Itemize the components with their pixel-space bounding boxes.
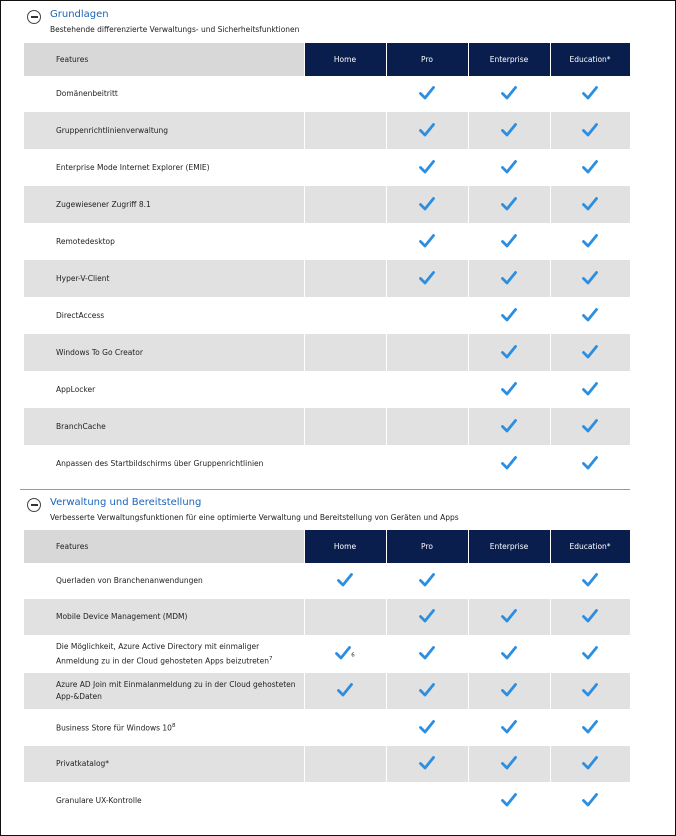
table-row — [24, 746, 630, 782]
table-body — [24, 76, 630, 482]
table-row — [24, 371, 630, 408]
check-icon — [335, 646, 351, 660]
cell-education — [550, 599, 630, 635]
cell-pro — [386, 371, 468, 408]
cell-home — [304, 371, 386, 408]
check-icon — [501, 197, 517, 211]
feature-label — [24, 408, 304, 445]
cell-pro — [386, 112, 468, 149]
cell-home — [304, 445, 386, 482]
cell-education — [550, 186, 630, 223]
table-header-row — [24, 43, 630, 76]
check-icon — [501, 646, 517, 660]
feature-text: Querladen von Branchenanwendungen — [56, 576, 203, 585]
feature-text: Enterprise Mode Internet Explorer (EMIE) — [56, 162, 210, 172]
table-body — [24, 563, 630, 820]
feature-label — [24, 112, 304, 149]
cell-enterprise — [468, 563, 550, 599]
table-header-row — [24, 530, 630, 563]
cell-pro — [386, 149, 468, 186]
column-header-education: Education* — [550, 530, 630, 563]
check-icon — [419, 234, 435, 248]
cell-enterprise — [468, 445, 550, 482]
table-row — [24, 408, 630, 445]
table-row — [24, 260, 630, 297]
cell-home — [304, 297, 386, 334]
cell-enterprise — [468, 408, 550, 445]
check-icon — [419, 271, 435, 285]
cell-pro — [386, 709, 468, 746]
table-row — [24, 445, 630, 482]
check-icon — [419, 646, 435, 660]
cell-pro — [386, 635, 468, 673]
check-icon — [419, 720, 435, 734]
cell-pro — [386, 334, 468, 371]
check-icon — [419, 683, 435, 697]
check-icon — [337, 573, 353, 587]
column-header-features: Features — [24, 43, 304, 76]
feature-label — [24, 709, 304, 746]
cell-home — [304, 635, 386, 673]
section-title: Verwaltung und Bereitstellung — [50, 497, 202, 508]
cell-education — [550, 782, 630, 820]
feature-label — [24, 297, 304, 334]
cell-education — [550, 635, 630, 673]
check-icon — [501, 160, 517, 174]
cell-enterprise — [468, 260, 550, 297]
cell-home — [304, 112, 386, 149]
cell-pro — [386, 782, 468, 820]
cell-home — [304, 563, 386, 599]
check-icon — [337, 683, 353, 697]
cell-home — [304, 709, 386, 746]
check-icon — [582, 456, 598, 470]
cell-enterprise — [468, 635, 550, 673]
cell-pro — [386, 76, 468, 112]
feature-text: Gruppenrichtlinienverwaltung — [56, 125, 169, 135]
column-header-enterprise: Enterprise — [468, 530, 550, 563]
feature-text: Granulare UX-Kontrolle — [56, 796, 142, 805]
feature-label — [24, 76, 304, 112]
table-row — [24, 709, 630, 746]
check-icon — [582, 609, 598, 623]
table-row — [24, 673, 630, 709]
cell-education — [550, 746, 630, 782]
cell-enterprise — [468, 782, 550, 820]
feature-label — [24, 223, 304, 260]
table-row — [24, 297, 630, 334]
check-icon — [582, 86, 598, 100]
feature-table — [24, 530, 631, 820]
cell-pro — [386, 297, 468, 334]
section-subtitle: Bestehende differenzierte Verwaltungs- und Sicherheitsfunktionen — [50, 25, 300, 34]
section-subtitle: Verbesserte Verwaltungsfunktionen für eine optimierte Verwaltung und Bereitstellung von Geräten und Apps — [50, 513, 459, 522]
section-title: Grundlagen — [50, 9, 109, 20]
column-header-home: Home — [304, 43, 386, 76]
cell-home — [304, 673, 386, 709]
cell-home — [304, 149, 386, 186]
check-icon — [582, 234, 598, 248]
cell-enterprise — [468, 112, 550, 149]
cell-pro — [386, 223, 468, 260]
check-icon — [501, 308, 517, 322]
cell-education — [550, 371, 630, 408]
feature-text: DirectAccess — [56, 310, 105, 320]
feature-label — [24, 746, 304, 782]
feature-label — [24, 149, 304, 186]
check-icon — [582, 419, 598, 433]
cell-education — [550, 408, 630, 445]
feature-label — [24, 782, 304, 820]
collapse-circle-icon[interactable] — [27, 10, 41, 24]
feature-label — [24, 334, 304, 371]
check-icon — [582, 271, 598, 285]
check-icon — [501, 419, 517, 433]
check-icon — [419, 609, 435, 623]
cell-enterprise — [468, 371, 550, 408]
cell-enterprise — [468, 334, 550, 371]
cell-pro — [386, 673, 468, 709]
check-icon — [419, 756, 435, 770]
cell-education — [550, 223, 630, 260]
cell-enterprise — [468, 149, 550, 186]
check-icon — [582, 123, 598, 137]
footnote-marker: 7 — [269, 655, 273, 662]
check-icon — [501, 683, 517, 697]
check-icon — [501, 234, 517, 248]
check-icon — [501, 86, 517, 100]
cell-enterprise — [468, 746, 550, 782]
cell-pro — [386, 563, 468, 599]
feature-text: Business Store für Windows 10 — [56, 723, 172, 733]
cell-education — [550, 673, 630, 709]
feature-text-line2: App-&Daten — [56, 692, 102, 701]
table-row — [24, 76, 630, 112]
footnote-marker: 6 — [351, 652, 355, 659]
footnote-marker: 8 — [171, 723, 176, 730]
table-row — [24, 635, 630, 673]
table-row — [24, 149, 630, 186]
feature-label — [24, 445, 304, 482]
table-row — [24, 782, 630, 820]
feature-text: Privatkatalog* — [56, 759, 110, 768]
cell-education — [550, 112, 630, 149]
cell-education — [550, 709, 630, 746]
check-icon — [501, 345, 517, 359]
feature-label — [24, 635, 304, 673]
cell-home — [304, 76, 386, 112]
check-icon — [419, 86, 435, 100]
cell-home — [304, 334, 386, 371]
cell-home — [304, 746, 386, 782]
feature-label — [24, 563, 304, 599]
check-icon — [501, 756, 517, 770]
cell-education — [550, 260, 630, 297]
feature-text: Die Möglichkeit, Azure Active Directory mit einmaliger — [56, 641, 260, 651]
feature-text: Domänenbeitritt — [56, 89, 118, 98]
section-divider — [20, 489, 630, 490]
check-icon — [419, 123, 435, 137]
check-icon — [501, 123, 517, 137]
check-icon — [582, 793, 598, 807]
cell-education — [550, 297, 630, 334]
table-row — [24, 599, 630, 635]
table-row — [24, 334, 630, 371]
check-icon — [582, 197, 598, 211]
feature-text-line2: Anmeldung zu in der Cloud gehosteten Apps beizutreten — [56, 656, 269, 666]
column-header-home: Home — [304, 530, 386, 563]
feature-text: Mobile Device Management (MDM) — [56, 612, 188, 621]
column-header-features: Features — [24, 530, 304, 563]
collapse-circle-icon[interactable] — [27, 498, 41, 512]
cell-home — [304, 223, 386, 260]
column-header-enterprise: Enterprise — [468, 43, 550, 76]
cell-enterprise — [468, 673, 550, 709]
cell-pro — [386, 408, 468, 445]
feature-label — [24, 186, 304, 223]
cell-pro — [386, 599, 468, 635]
cell-education — [550, 445, 630, 482]
check-icon — [582, 720, 598, 734]
check-icon — [501, 609, 517, 623]
check-icon — [419, 197, 435, 211]
check-icon — [501, 271, 517, 285]
cell-home — [304, 408, 386, 445]
cell-pro — [386, 260, 468, 297]
table-row — [24, 112, 630, 149]
check-icon — [582, 756, 598, 770]
feature-text: Anpassen des Startbildschirms über Gruppenrichtlinien — [56, 458, 264, 468]
cell-pro — [386, 186, 468, 223]
column-header-education: Education* — [550, 43, 630, 76]
column-header-pro: Pro — [386, 530, 468, 563]
feature-text: Azure AD Join mit Einmalanmeldung zu in der Cloud gehosteten — [56, 680, 296, 689]
cell-home — [304, 260, 386, 297]
check-icon — [582, 382, 598, 396]
check-icon — [582, 160, 598, 174]
feature-label — [24, 260, 304, 297]
cell-education — [550, 149, 630, 186]
check-icon — [419, 573, 435, 587]
feature-text: Windows To Go Creator — [56, 347, 143, 357]
feature-text: Remotedesktop — [56, 236, 115, 246]
table-row — [24, 223, 630, 260]
feature-text: AppLocker — [56, 384, 96, 394]
cell-enterprise — [468, 297, 550, 334]
check-icon — [501, 456, 517, 470]
feature-label — [24, 371, 304, 408]
cell-pro — [386, 746, 468, 782]
check-icon — [582, 308, 598, 322]
feature-text: Zugewiesener Zugriff 8.1 — [56, 199, 151, 209]
column-header-pro: Pro — [386, 43, 468, 76]
cell-education — [550, 334, 630, 371]
check-icon — [501, 382, 517, 396]
table-row — [24, 186, 630, 223]
cell-education — [550, 76, 630, 112]
cell-enterprise — [468, 223, 550, 260]
feature-label — [24, 673, 304, 709]
check-icon — [582, 573, 598, 587]
check-icon — [501, 793, 517, 807]
feature-text: Hyper-V-Client — [56, 273, 110, 283]
check-icon — [501, 720, 517, 734]
check-icon — [419, 160, 435, 174]
cell-pro — [386, 445, 468, 482]
table-row — [24, 563, 630, 599]
cell-enterprise — [468, 76, 550, 112]
cell-enterprise — [468, 186, 550, 223]
feature-table — [24, 43, 631, 482]
feature-text: BranchCache — [56, 421, 106, 431]
check-icon — [582, 646, 598, 660]
cell-home — [304, 186, 386, 223]
feature-label — [24, 599, 304, 635]
cell-education — [550, 563, 630, 599]
cell-enterprise — [468, 599, 550, 635]
check-icon — [582, 345, 598, 359]
cell-home — [304, 599, 386, 635]
cell-home — [304, 782, 386, 820]
cell-enterprise — [468, 709, 550, 746]
check-icon — [582, 683, 598, 697]
